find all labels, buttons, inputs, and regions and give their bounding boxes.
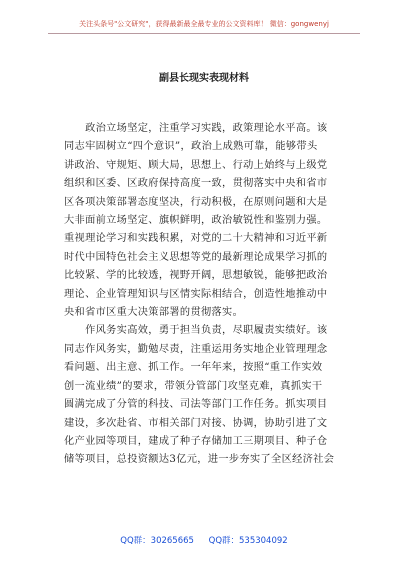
body-line: 大非面前立场坚定、旗帜鲜明，政治敏锐性和鉴别力强。: [64, 215, 328, 227]
body-line: 化产业园等项目，建成了种子存储加工三期项目、种子仓: [64, 435, 328, 447]
footer-qq-group-1: QQ群：30265665: [120, 536, 194, 546]
body-line: 讲政治、守规矩、顾大局，思想上、行动上始终与上级党: [64, 159, 328, 171]
footer-contact: [0, 536, 408, 547]
document-body: [64, 120, 360, 470]
body-line: 央和省市区重大决策部署的贯彻落实。: [64, 307, 244, 319]
body-line: 同志作风务实，勤勉尽责，注重运用务实地企业管理理念: [64, 343, 328, 355]
body-line: 政治立场坚定，注重学习实践，政策理论水平高。该: [64, 123, 328, 134]
body-line: 同志牢固树立“四个意识”，政治上成熟可靠，能够带头: [64, 141, 318, 153]
body-line: 看问题、出主意、抓工作。一年年来，按照“重工作实效: [64, 362, 323, 374]
body-line: 重视理论学习和实践积累，对党的二十大精神和习近平新: [64, 233, 328, 245]
body-line: 作风务实高效，勇于担当负责，尽职履责实绩好。该: [64, 325, 328, 337]
document-title: 副县长现实表现材料: [159, 73, 249, 84]
header-divider: [48, 33, 360, 34]
body-line: 创一流业绩”的要求，带领分管部门攻坚克难，真抓实干: [64, 380, 323, 392]
header-banner: 关注头条号"公文研究"，获得最新最全最专业的公文资料库！ 微信：gongwenyj: [79, 20, 329, 28]
body-line: 组织和区委、区政府保持高度一致，贯彻落实中央和省市: [64, 178, 328, 190]
body-line: 理论、企业管理知识与区情实际相结合，创造性地推动中: [64, 288, 328, 300]
body-line: 建设，多次赴省、市相关部门对接、协调，协助引进了文: [64, 417, 328, 429]
body-line: 储等项目，总投资额达3亿元，进一步夯实了全区经济社会: [64, 454, 335, 466]
body-line: 区各项决策部署态度坚决，行动积极，在原则问题和大是: [64, 196, 328, 208]
footer-qq-group-2: QQ群：535304092: [208, 536, 288, 546]
body-line: 时代中国特色社会主义思想等党的最新理论成果学习抓的: [64, 251, 328, 263]
body-line: 圆满完成了分管的科技、司法等部门工作任务。抓实项目: [64, 399, 328, 411]
body-line: 比较紧、学的比较透，视野开阔，思想敏锐，能够把政治: [64, 270, 328, 282]
